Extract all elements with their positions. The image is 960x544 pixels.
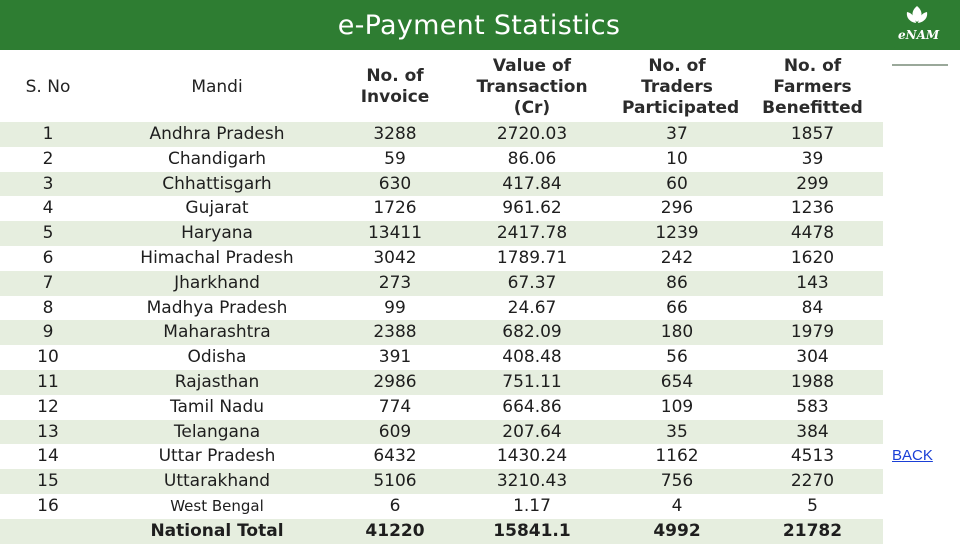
cell-traders: 56 — [612, 345, 742, 370]
table-row — [0, 444, 883, 469]
cell-value: 664.86 — [452, 395, 612, 420]
cell-sno: 7 — [0, 271, 96, 296]
cell-mandi: Madhya Pradesh — [96, 296, 338, 321]
cell-mandi: Uttar Pradesh — [96, 444, 338, 469]
total-label: National Total — [96, 519, 338, 544]
cell-farmers: 1979 — [742, 320, 883, 345]
cell-invoice: 2986 — [338, 370, 452, 395]
cell-mandi: Chhattisgarh — [96, 172, 338, 197]
cell-traders: 109 — [612, 395, 742, 420]
cell-value: 1789.71 — [452, 246, 612, 271]
table-row — [0, 271, 883, 296]
col-header-farmers: No. of Farmers Benefitted — [742, 52, 883, 122]
table-row — [0, 395, 883, 420]
cell-invoice: 273 — [338, 271, 452, 296]
table-row — [0, 172, 883, 197]
cell-mandi: Rajasthan — [96, 370, 338, 395]
table-row — [0, 370, 883, 395]
cell-value: 207.64 — [452, 420, 612, 445]
total-traders: 4992 — [612, 519, 742, 544]
cell-farmers: 4478 — [742, 221, 883, 246]
col-header-traders: No. of Traders Participated — [612, 52, 742, 122]
cell-value: 67.37 — [452, 271, 612, 296]
cell-sno: 4 — [0, 196, 96, 221]
cell-mandi: Telangana — [96, 420, 338, 445]
col-header-sno: S. No — [0, 52, 96, 122]
page-title: e-Payment Statistics — [337, 9, 621, 41]
table-row — [0, 420, 883, 445]
table-row — [0, 494, 883, 519]
cell-sno: 2 — [0, 147, 96, 172]
cell-invoice: 99 — [338, 296, 452, 321]
cell-invoice: 5106 — [338, 469, 452, 494]
cell-value: 417.84 — [452, 172, 612, 197]
cell-farmers: 84 — [742, 296, 883, 321]
cell-mandi: Odisha — [96, 345, 338, 370]
col-header-mandi: Mandi — [96, 52, 338, 122]
cell-invoice: 13411 — [338, 221, 452, 246]
col-header-invoice: No. of Invoice — [338, 52, 452, 122]
cell-value: 2417.78 — [452, 221, 612, 246]
cell-farmers: 1620 — [742, 246, 883, 271]
cell-traders: 1162 — [612, 444, 742, 469]
cell-sno: 16 — [0, 494, 96, 519]
cell-mandi: Uttarakhand — [96, 469, 338, 494]
cell-sno: 5 — [0, 221, 96, 246]
cell-farmers: 2270 — [742, 469, 883, 494]
cell-mandi: Tamil Nadu — [96, 395, 338, 420]
cell-invoice: 2388 — [338, 320, 452, 345]
table-row — [0, 122, 883, 147]
cell-mandi: Chandigarh — [96, 147, 338, 172]
cell-invoice: 59 — [338, 147, 452, 172]
cell-mandi: Maharashtra — [96, 320, 338, 345]
cell-sno: 6 — [0, 246, 96, 271]
cell-invoice: 6432 — [338, 444, 452, 469]
logo-tagline — [892, 64, 948, 66]
title-bar — [0, 0, 960, 50]
header-row — [0, 52, 883, 122]
cell-traders: 1239 — [612, 221, 742, 246]
table-row — [0, 469, 883, 494]
cell-value: 86.06 — [452, 147, 612, 172]
cell-farmers: 1857 — [742, 122, 883, 147]
cell-invoice: 3288 — [338, 122, 452, 147]
cell-sno: 14 — [0, 444, 96, 469]
cell-mandi: Himachal Pradesh — [96, 246, 338, 271]
cell-mandi: Haryana — [96, 221, 338, 246]
back-link[interactable]: BACK — [892, 447, 933, 464]
cell-traders: 756 — [612, 469, 742, 494]
cell-value: 3210.43 — [452, 469, 612, 494]
col-header-value: Value of Transaction (Cr) — [452, 52, 612, 122]
cell-value: 961.62 — [452, 196, 612, 221]
cell-traders: 654 — [612, 370, 742, 395]
table-row — [0, 246, 883, 271]
cell-sno: 11 — [0, 370, 96, 395]
cell-invoice: 630 — [338, 172, 452, 197]
logo-text: eNAM — [898, 28, 940, 42]
table-row — [0, 296, 883, 321]
cell-value: 1430.24 — [452, 444, 612, 469]
cell-farmers: 1236 — [742, 196, 883, 221]
table-row — [0, 196, 883, 221]
cell-value: 1.17 — [452, 494, 612, 519]
cell-invoice: 1726 — [338, 196, 452, 221]
cell-traders: 37 — [612, 122, 742, 147]
table-row — [0, 320, 883, 345]
cell-value: 751.11 — [452, 370, 612, 395]
total-value: 15841.1 — [452, 519, 612, 544]
cell-invoice: 774 — [338, 395, 452, 420]
cell-traders: 180 — [612, 320, 742, 345]
cell-invoice: 3042 — [338, 246, 452, 271]
cell-sno: 8 — [0, 296, 96, 321]
cell-traders: 66 — [612, 296, 742, 321]
cell-farmers: 39 — [742, 147, 883, 172]
cell-invoice: 6 — [338, 494, 452, 519]
cell-traders: 35 — [612, 420, 742, 445]
cell-mandi: Jharkhand — [96, 271, 338, 296]
cell-mandi: West Bengal — [96, 494, 338, 519]
table-row — [0, 147, 883, 172]
cell-traders: 4 — [612, 494, 742, 519]
cell-mandi: Andhra Pradesh — [96, 122, 338, 147]
cell-farmers: 299 — [742, 172, 883, 197]
cell-sno: 13 — [0, 420, 96, 445]
cell-traders: 60 — [612, 172, 742, 197]
cell-farmers: 4513 — [742, 444, 883, 469]
cell-sno: 12 — [0, 395, 96, 420]
cell-value: 2720.03 — [452, 122, 612, 147]
cell-farmers: 304 — [742, 345, 883, 370]
cell-sno: 3 — [0, 172, 96, 197]
cell-traders: 242 — [612, 246, 742, 271]
table-row — [0, 221, 883, 246]
table-row — [0, 345, 883, 370]
enam-logo — [884, 2, 952, 70]
cell-farmers: 1988 — [742, 370, 883, 395]
cell-value: 408.48 — [452, 345, 612, 370]
cell-sno: 1 — [0, 122, 96, 147]
total-farmers: 21782 — [742, 519, 883, 544]
cell-traders: 86 — [612, 271, 742, 296]
cell-farmers: 5 — [742, 494, 883, 519]
cell-farmers: 583 — [742, 395, 883, 420]
cell-sno: 15 — [0, 469, 96, 494]
cell-invoice: 391 — [338, 345, 452, 370]
total-invoice: 41220 — [338, 519, 452, 544]
cell-sno: 10 — [0, 345, 96, 370]
cell-farmers: 384 — [742, 420, 883, 445]
payment-stats-table — [0, 52, 883, 544]
cell-mandi: Gujarat — [96, 196, 338, 221]
cell-value: 24.67 — [452, 296, 612, 321]
cell-value: 682.09 — [452, 320, 612, 345]
cell-invoice: 609 — [338, 420, 452, 445]
cell-traders: 10 — [612, 147, 742, 172]
cell-sno: 9 — [0, 320, 96, 345]
cell-traders: 296 — [612, 196, 742, 221]
cell-farmers: 143 — [742, 271, 883, 296]
